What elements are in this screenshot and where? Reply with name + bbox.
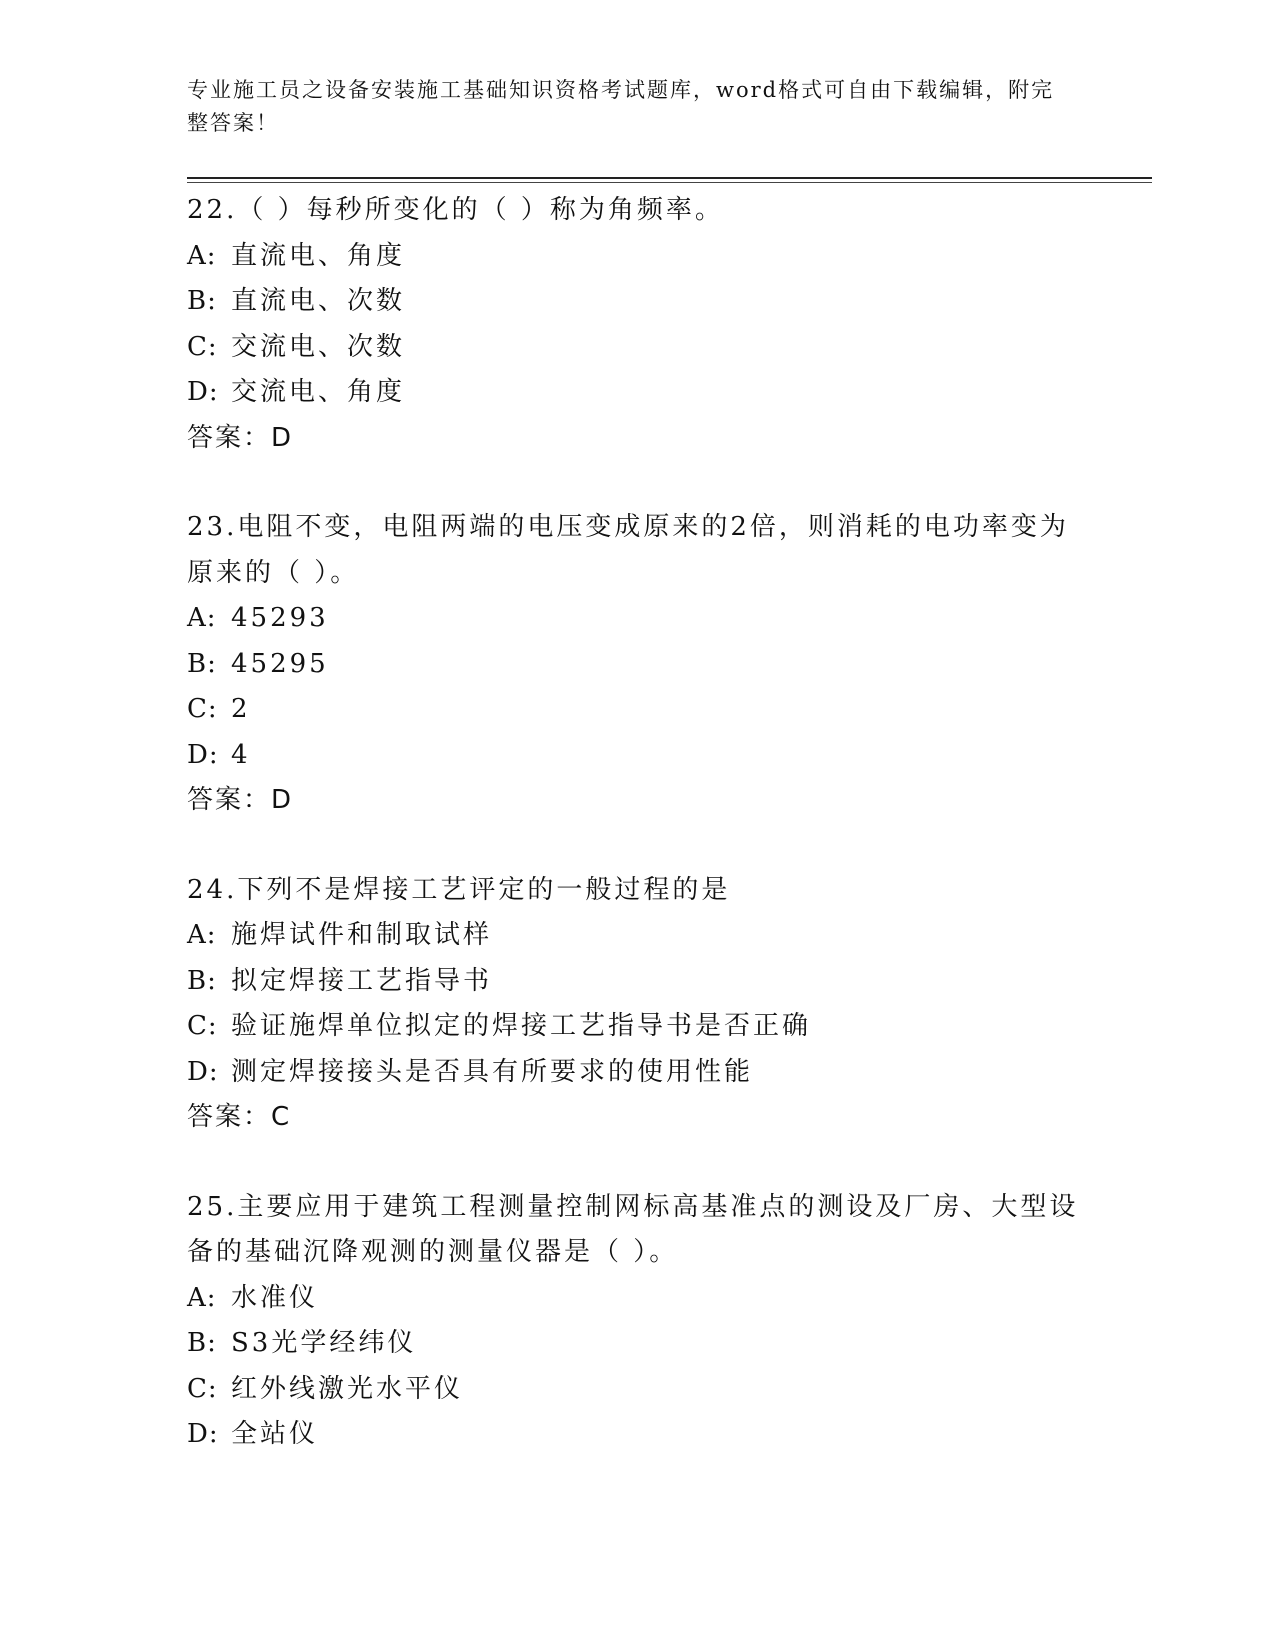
question-stem: 25.主要应用于建筑工程测量控制网标高基准点的测设及厂房、大型设备的基础沉降观测的测量仪器是（ ）。 <box>187 1191 1079 1267</box>
option-text: 拟定焊接工艺指导书 <box>231 965 493 996</box>
option-key: B: <box>187 1328 217 1358</box>
question-25 <box>187 1185 1087 1458</box>
option-key: A: <box>187 920 217 950</box>
question-list <box>187 188 1087 1502</box>
question-stem: 23.电阻不变，电阻两端的电压变成原来的2倍，则消耗的电功率变为原来的（ ）。 <box>187 512 1069 588</box>
option-text: 红外线激光水平仪 <box>231 1373 464 1404</box>
question-23 <box>187 505 1087 824</box>
option-c <box>187 687 1087 733</box>
option-key: C: <box>187 1373 218 1404</box>
option-text: 4 <box>231 739 251 770</box>
option-c <box>187 325 1087 371</box>
option-b <box>187 279 1087 325</box>
option-text: 2 <box>231 694 251 724</box>
option-text: 施焊试件和制取试样 <box>231 920 493 950</box>
option-text: 直流电、次数 <box>231 286 406 316</box>
answer-line: 答案：D <box>187 422 294 453</box>
option-text: 45293 <box>231 603 329 633</box>
answer-line: 答案：D <box>187 785 294 815</box>
option-key: B: <box>187 965 217 996</box>
option-b <box>187 642 1087 688</box>
option-key: B: <box>187 286 217 316</box>
question-stem: 22.（ ）每秒所变化的（ ）称为角频率。 <box>187 195 724 225</box>
option-key: D: <box>187 1419 219 1449</box>
answer-line: 答案：C <box>187 1102 292 1132</box>
question-22 <box>187 188 1087 461</box>
option-a <box>187 596 1087 642</box>
option-c <box>187 1004 1087 1050</box>
option-text: 水准仪 <box>231 1282 319 1313</box>
option-key: A: <box>187 603 217 633</box>
option-c <box>187 1367 1087 1413</box>
option-d <box>187 370 1087 416</box>
option-d <box>187 733 1087 779</box>
question-stem: 24.下列不是焊接工艺评定的一般过程的是 <box>187 874 731 905</box>
option-a <box>187 1276 1087 1322</box>
option-text: 全站仪 <box>231 1419 319 1449</box>
option-text: S3光学经纬仪 <box>231 1328 417 1358</box>
option-key: D: <box>187 739 219 770</box>
option-key: A: <box>187 240 217 271</box>
header-rule-thin <box>187 182 1152 183</box>
option-key: D: <box>187 377 219 407</box>
option-text: 验证施焊单位拟定的焊接工艺指导书是否正确 <box>231 1011 812 1041</box>
option-text: 交流电、角度 <box>231 377 406 407</box>
option-key: C: <box>187 331 218 362</box>
document-header: 专业施工员之设备安装施工基础知识资格考试题库，word格式可自由下载编辑，附完整答案！ <box>187 78 1055 135</box>
option-text: 直流电、角度 <box>231 240 406 271</box>
question-24 <box>187 868 1087 1141</box>
option-b <box>187 959 1087 1005</box>
option-a <box>187 234 1087 280</box>
header-rule-thick <box>187 177 1152 179</box>
option-a <box>187 913 1087 959</box>
option-d <box>187 1050 1087 1096</box>
option-key: D: <box>187 1056 219 1087</box>
option-text: 交流电、次数 <box>231 331 406 362</box>
option-key: A: <box>187 1282 217 1313</box>
option-text: 测定焊接接头是否具有所要求的使用性能 <box>231 1056 754 1087</box>
option-d <box>187 1412 1087 1458</box>
option-key: B: <box>187 648 217 679</box>
option-key: C: <box>187 1011 218 1041</box>
option-text: 45295 <box>231 648 329 679</box>
option-key: C: <box>187 694 218 724</box>
option-b <box>187 1321 1087 1367</box>
